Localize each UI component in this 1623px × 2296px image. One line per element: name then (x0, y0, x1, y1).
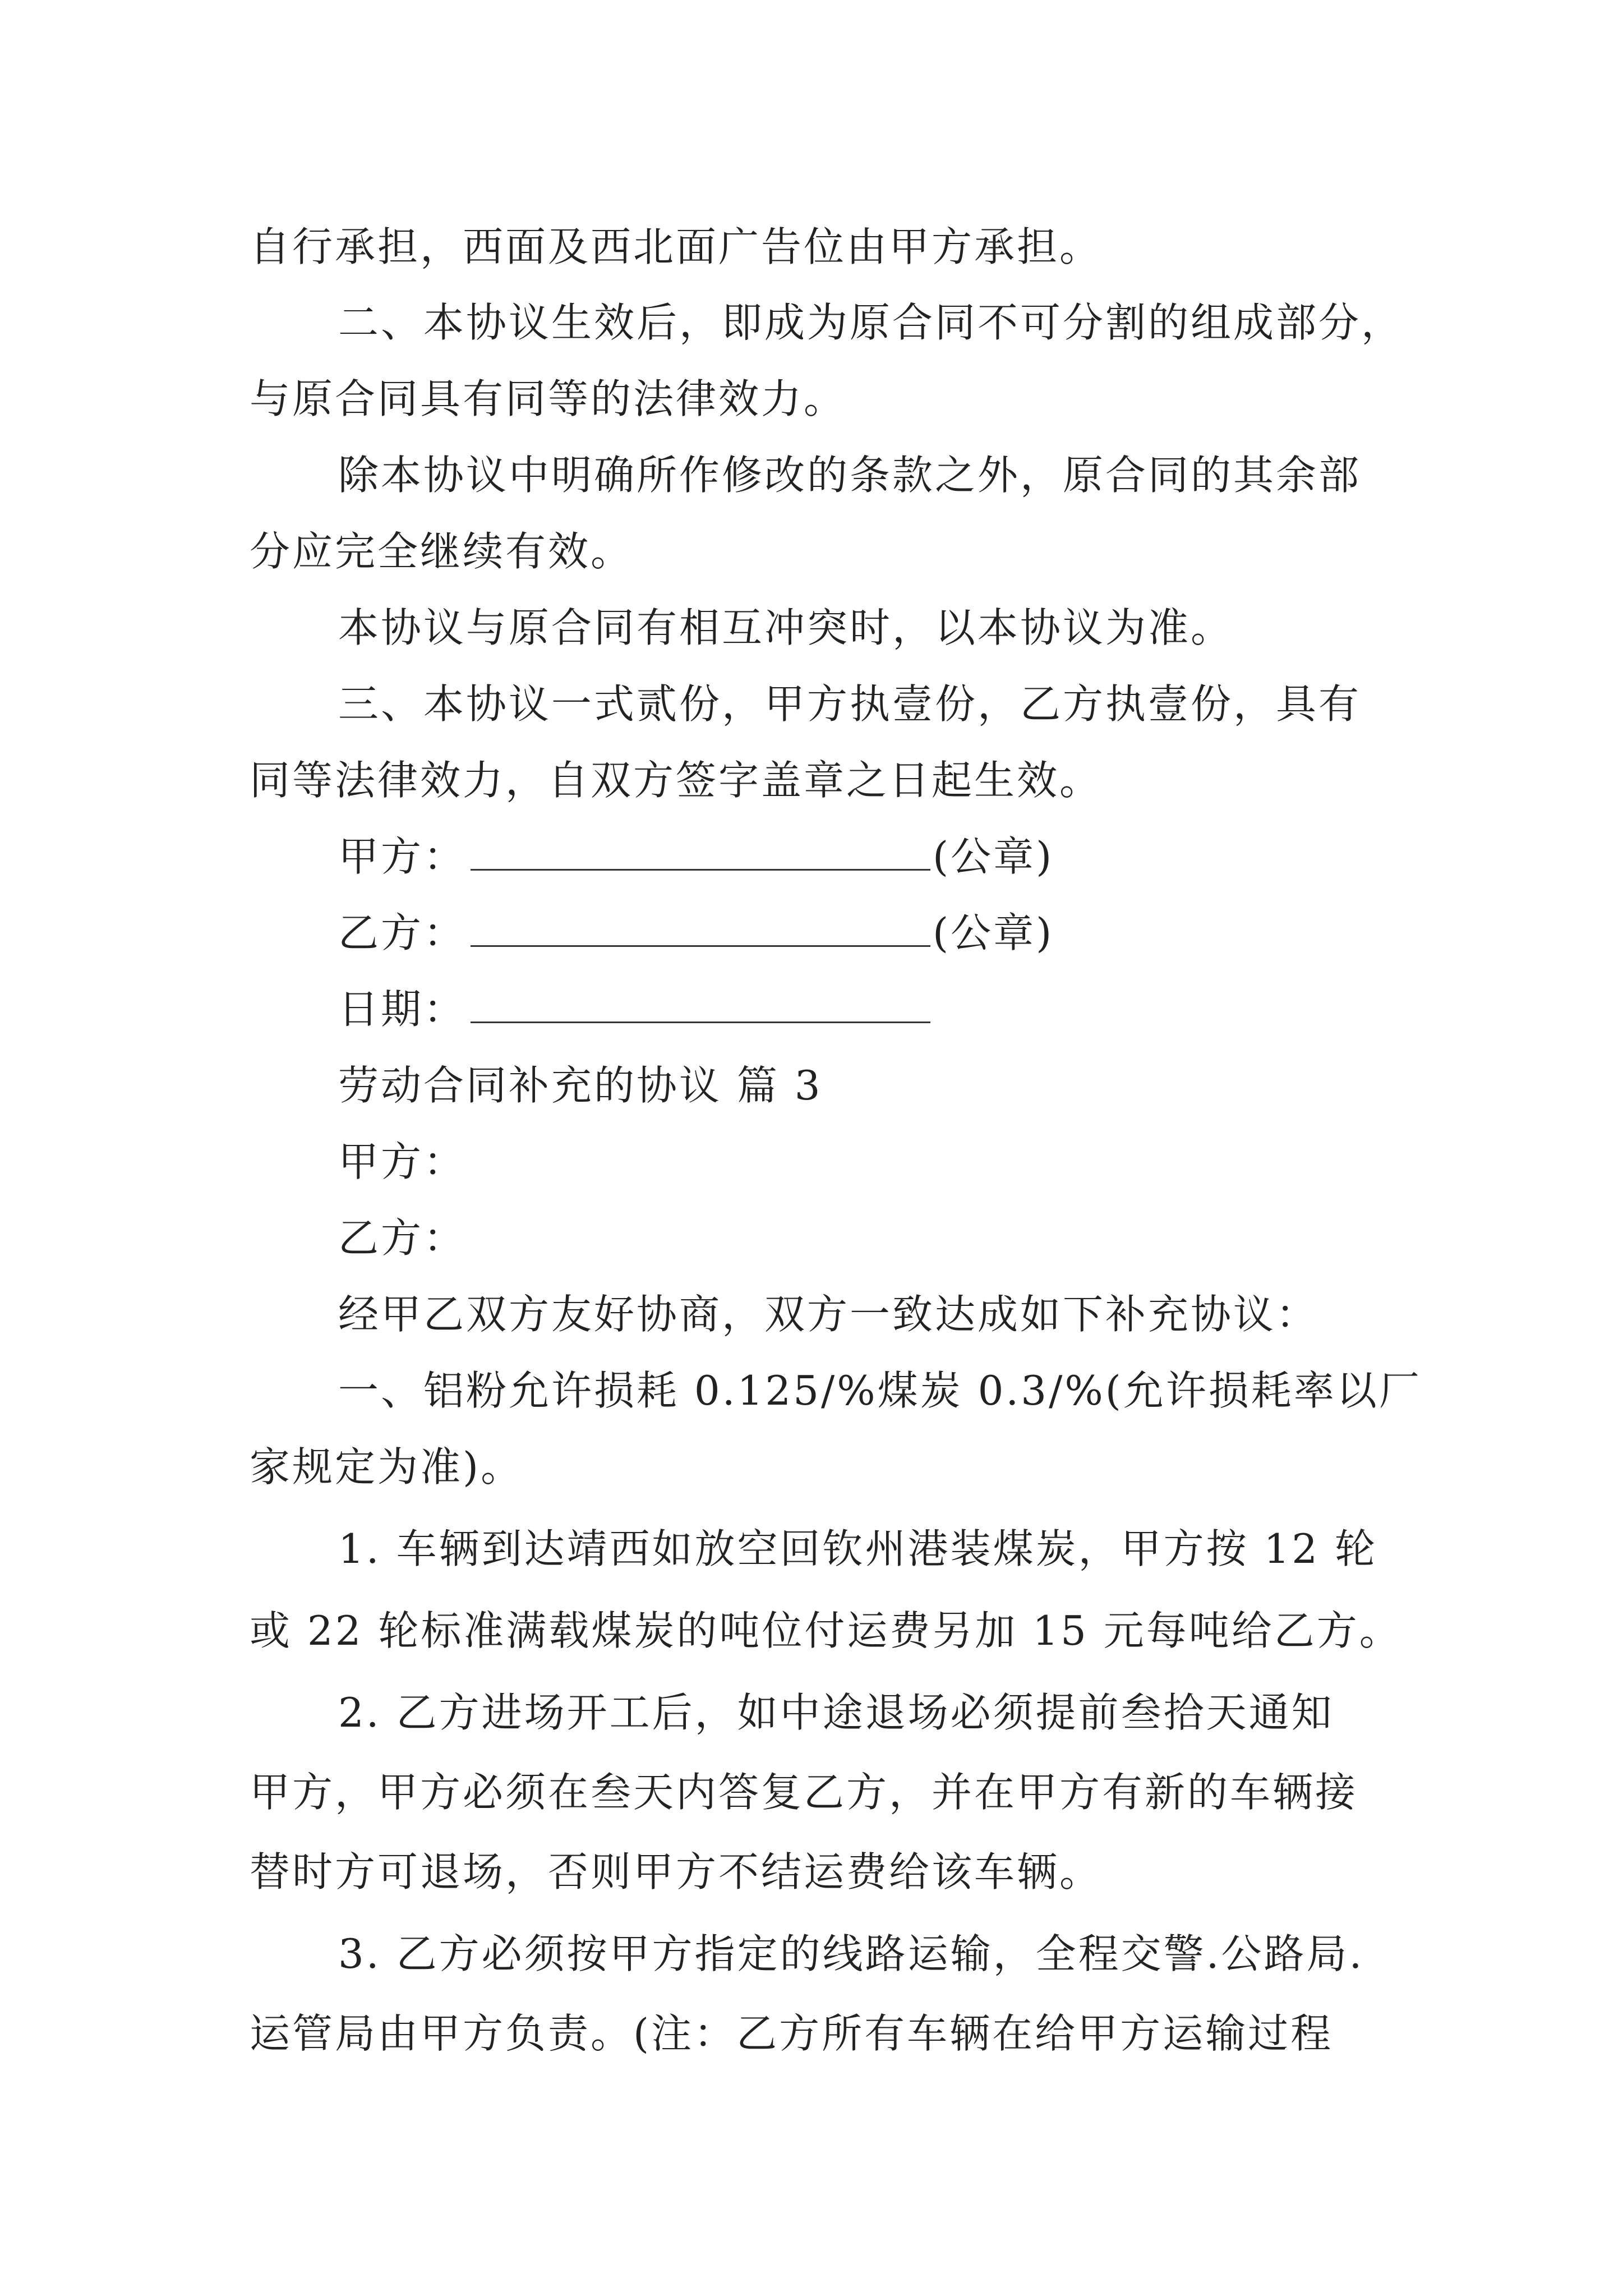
paragraph-line: 家规定为准)。 (250, 1443, 524, 1490)
paragraph-line: 三、本协议一式贰份，甲方执壹份，乙方执壹份，具有 (338, 680, 1362, 728)
paragraph-line: 1. 车辆到达靖西如放空回钦州港装煤炭，甲方按 12 轮 (338, 1525, 1377, 1572)
signature-label: 日期： (338, 986, 467, 1033)
party-a-label: 甲方： (338, 1138, 467, 1185)
seal-label: (公章) (933, 909, 1054, 956)
paragraph-line: 同等法律效力，自双方签字盖章之日起生效。 (250, 757, 1103, 804)
paragraph-line: 自行承担，西面及西北面广告位由甲方承担。 (250, 223, 1103, 270)
signature-line-date (338, 984, 933, 1034)
seal-label: (公章) (933, 833, 1054, 880)
paragraph-line: 甲方，甲方必须在叁天内答复乙方，并在甲方有新的车辆接 (250, 1769, 1358, 1816)
paragraph-line: 除本协议中明确所作修改的条款之外，原合同的其余部 (338, 452, 1362, 499)
party-b-label: 乙方： (338, 1214, 467, 1262)
paragraph-line: 或 22 轮标准满载煤炭的吨位付运费另加 15 元每吨给乙方。 (250, 1607, 1402, 1654)
signature-line-party-b (338, 908, 1054, 958)
signature-line-party-a (338, 831, 1054, 882)
paragraph-line: 分应完全继续有效。 (250, 528, 634, 575)
paragraph-line: 替时方可退场，否则甲方不结运费给该车辆。 (250, 1848, 1103, 1895)
paragraph-line: 2. 乙方进场开工后，如中途退场必须提前叁拾天通知 (338, 1689, 1334, 1736)
paragraph-line: 运管局由甲方负责。(注：乙方所有车辆在给甲方运输过程 (250, 2010, 1334, 2057)
signature-label: 甲方： (338, 833, 467, 880)
paragraph-line: 一、铝粉允许损耗 0.125/%煤炭 0.3/%(允许损耗率以厂 (338, 1367, 1422, 1414)
signature-blank (471, 912, 930, 947)
paragraph-line: 3. 乙方必须按甲方指定的线路运输，全程交警.公路局. (338, 1930, 1364, 1977)
paragraph-line: 本协议与原合同有相互冲突时，以本协议为准。 (338, 604, 1234, 651)
signature-blank (471, 988, 930, 1023)
paragraph-line: 经甲乙双方友好协商，双方一致达成如下补充协议： (338, 1291, 1319, 1338)
section-title: 劳动合同补充的协议 篇 3 (338, 1062, 823, 1109)
paragraph-line: 二、本协议生效后，即成为原合同不可分割的组成部分， (338, 299, 1404, 346)
signature-blank (471, 835, 930, 871)
paragraph-line: 与原合同具有同等的法律效力。 (250, 375, 847, 422)
signature-label: 乙方： (338, 909, 467, 956)
